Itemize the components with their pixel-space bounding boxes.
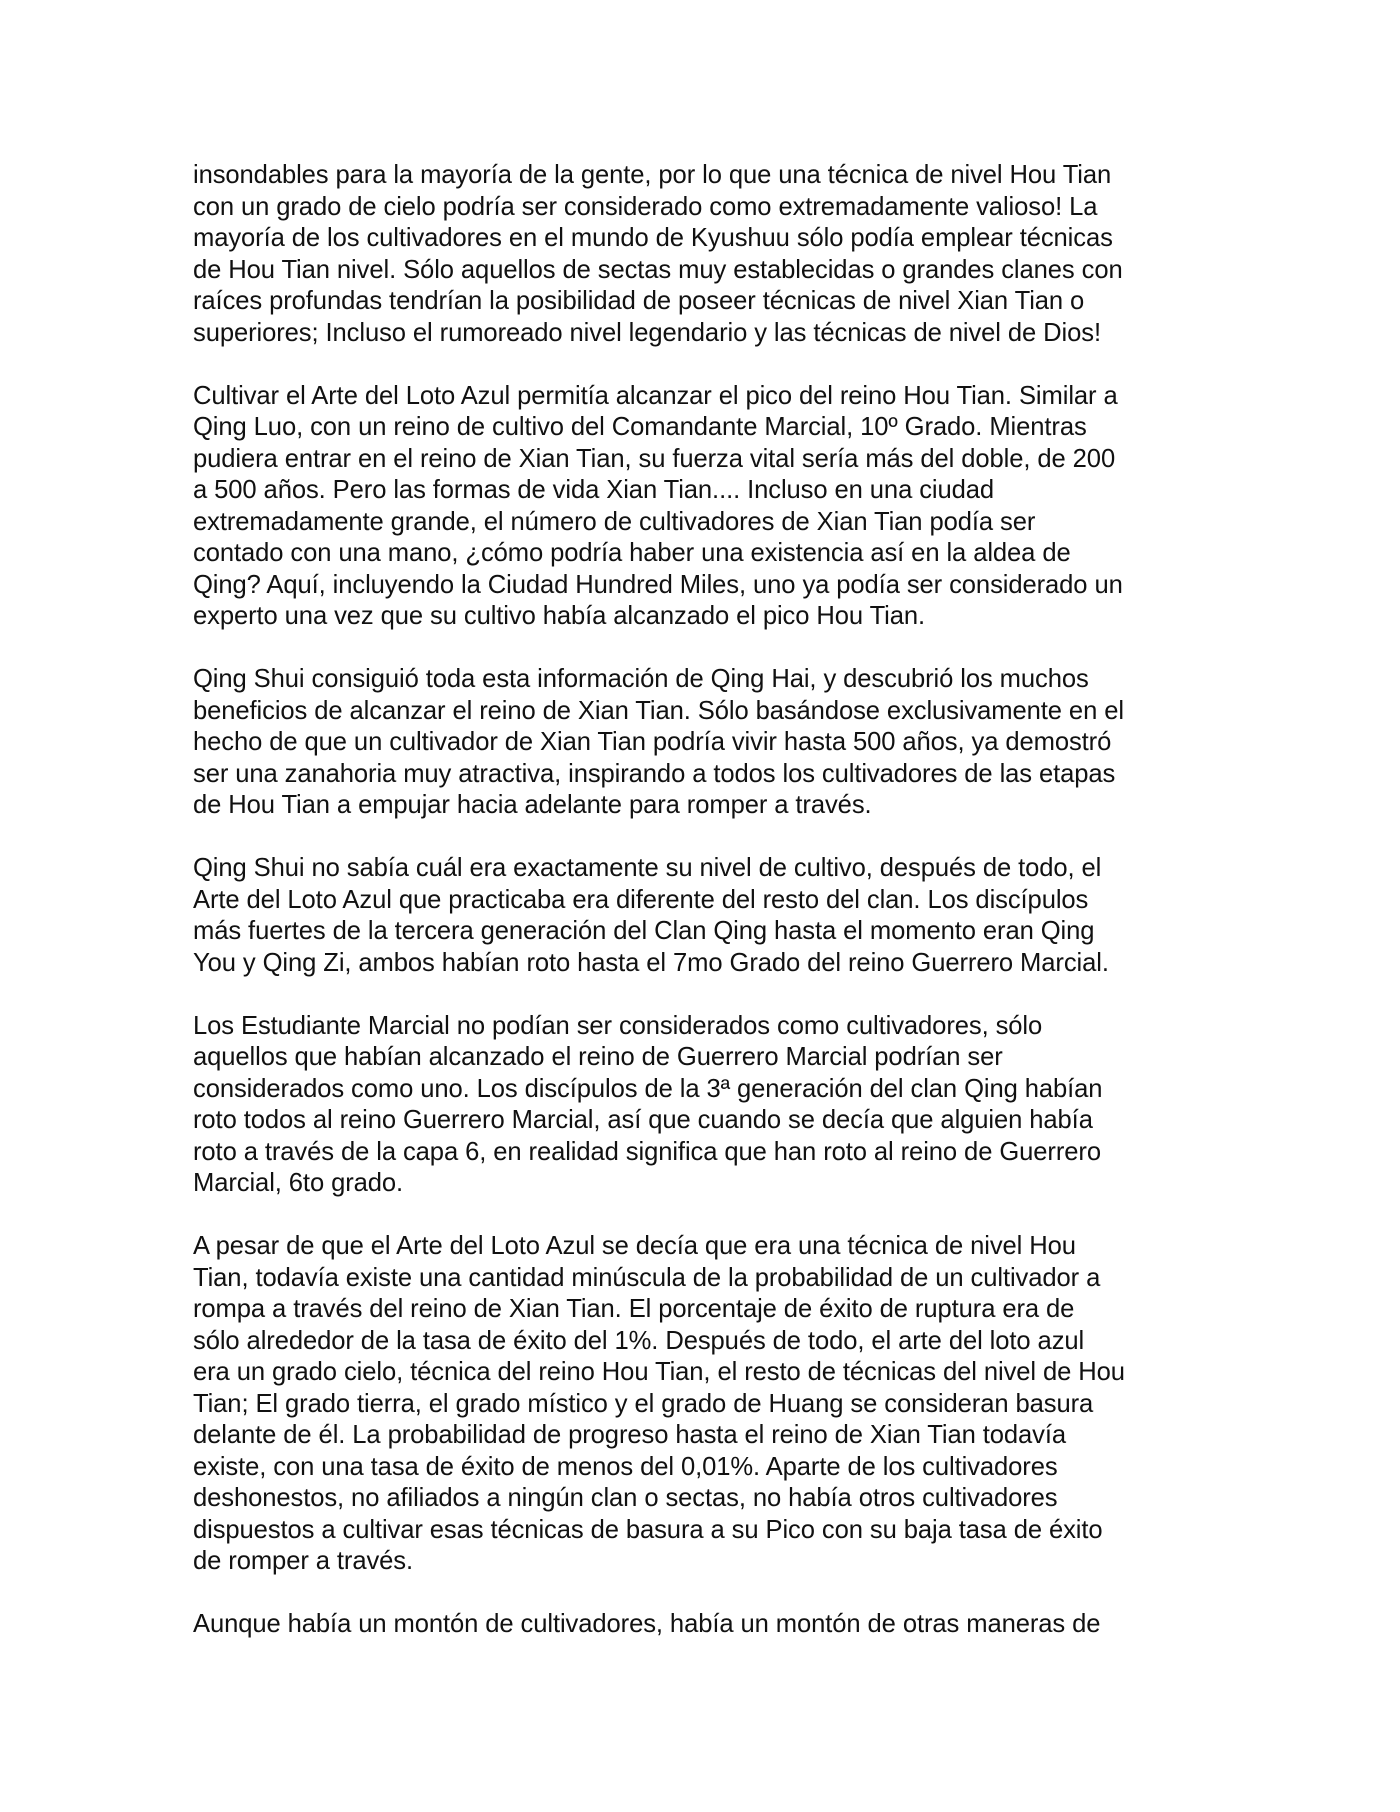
- text-line: contado con una mano, ¿cómo podría haber una existencia así en la aldea de: [193, 539, 1071, 567]
- text-line: dispuestos a cultivar esas técnicas de basura a su Pico con su baja tasa de éxito: [193, 1515, 1103, 1544]
- text-line: con un grado de cielo podría ser considerado como extremadamente valioso! La: [193, 192, 1098, 221]
- text-line: de Hou Tian nivel. Sólo aquellos de sectas muy establecidas o grandes clanes con: [193, 255, 1123, 284]
- text-line: experto una vez que su cultivo había alcanzado el pico Hou Tian.: [193, 602, 926, 630]
- text-line: a 500 años. Pero las formas de vida Xian Tian.... Incluso en una ciudad: [193, 476, 995, 504]
- text-line: roto a través de la capa 6, en realidad significa que han roto al reino de Guerrero: [193, 1137, 1101, 1166]
- text-line: ser una zanahoria muy atractiva, inspirando a todos los cultivadores de las etapas: [193, 759, 1116, 788]
- paragraph-5: [193, 1011, 1223, 1200]
- paragraph-4: [193, 853, 1223, 979]
- document-text: [193, 160, 1223, 1672]
- text-line: Los Estudiante Marcial no podían ser considerados como cultivadores, sólo: [193, 1011, 1043, 1040]
- text-line: Qing Shui consiguió toda esta información de Qing Hai, y descubrió los muchos: [193, 665, 1089, 693]
- text-line: Marcial, 6to grado.: [193, 1169, 404, 1197]
- text-line: delante de él. La probabilidad de progreso hasta el reino de Xian Tian todavía: [193, 1421, 1066, 1449]
- paragraph-2: [193, 381, 1223, 633]
- text-line: extremadamente grande, el número de cultivadores de Xian Tian podía ser: [193, 507, 1036, 536]
- paragraph-3: [193, 664, 1223, 822]
- text-line: más fuertes de la tercera generación del Clan Qing hasta el momento eran Qing: [193, 917, 1095, 945]
- text-line: aquellos que habían alcanzado el reino de Guerrero Marcial podrían ser: [193, 1043, 1003, 1071]
- text-line: superiores; Incluso el rumoreado nivel legendario y las técnicas de nivel de Dios!: [193, 318, 1101, 347]
- paragraph-6: [193, 1231, 1223, 1578]
- text-line: existe, con una tasa de éxito de menos del 0,01%. Aparte de los cultivadores: [193, 1452, 1058, 1481]
- text-line: Tian, todavía existe una cantidad minúscula de la probabilidad de un cultivador a: [193, 1263, 1101, 1292]
- text-line: You y Qing Zi, ambos habían roto hasta el 7mo Grado del reino Guerrero Marcial.: [193, 948, 1109, 977]
- text-line: de Hou Tian a empujar hacia adelante para romper a través.: [193, 791, 872, 819]
- text-line: rompa a través del reino de Xian Tian. El porcentaje de éxito de ruptura era de: [193, 1295, 1075, 1323]
- text-line: era un grado cielo, técnica del reino Hou Tian, el resto de técnicas del nivel de Hou: [193, 1358, 1125, 1386]
- text-line: roto todos al reino Guerrero Marcial, así que cuando se decía que alguien había: [193, 1106, 1093, 1134]
- text-line: considerados como uno. Los discípulos de la 3ª generación del clan Qing habían: [193, 1074, 1103, 1103]
- text-line: Qing Shui no sabía cuál era exactamente su nivel de cultivo, después de todo, el: [193, 854, 1102, 882]
- text-line: insondables para la mayoría de la gente, por lo que una técnica de nivel Hou Tian: [193, 161, 1112, 189]
- paragraph-1: [193, 160, 1223, 349]
- text-line: Arte del Loto Azul que practicaba era diferente del resto del clan. Los discípulos: [193, 885, 1089, 914]
- text-line: Cultivar el Arte del Loto Azul permitía alcanzar el pico del reino Hou Tian. Similar a: [193, 381, 1118, 410]
- text-line: Tian; El grado tierra, el grado místico y el grado de Huang se consideran basura: [193, 1389, 1094, 1418]
- text-line: Aunque había un montón de cultivadores, había un montón de otras maneras de: [193, 1610, 1101, 1638]
- text-line: hecho de que un cultivador de Xian Tian podría vivir hasta 500 años, ya demostró: [193, 728, 1112, 756]
- text-line: pudiera entrar en el reino de Xian Tian, su fuerza vital sería más del doble, de 200: [193, 444, 1116, 473]
- text-line: A pesar de que el Arte del Loto Azul se decía que era una técnica de nivel Hou: [193, 1232, 1076, 1260]
- text-line: sólo alrededor de la tasa de éxito del 1%. Después de todo, el arte del loto azul: [193, 1326, 1085, 1355]
- text-line: deshonestos, no afiliados a ningún clan o sectas, no había otros cultivadores: [193, 1484, 1058, 1512]
- paragraph-7: [193, 1609, 1223, 1641]
- text-line: Qing? Aquí, incluyendo la Ciudad Hundred Miles, uno ya podía ser considerado un: [193, 570, 1123, 599]
- text-line: raíces profundas tendrían la posibilidad de poseer técnicas de nivel Xian Tian o: [193, 287, 1085, 315]
- text-line: beneficios de alcanzar el reino de Xian Tian. Sólo basándose exclusivamente en el: [193, 696, 1124, 725]
- text-line: Qing Luo, con un reino de cultivo del Comandante Marcial, 10º Grado. Mientras: [193, 413, 1087, 441]
- text-line: mayoría de los cultivadores en el mundo de Kyushuu sólo podía emplear técnicas: [193, 224, 1113, 252]
- text-line: de romper a través.: [193, 1547, 414, 1575]
